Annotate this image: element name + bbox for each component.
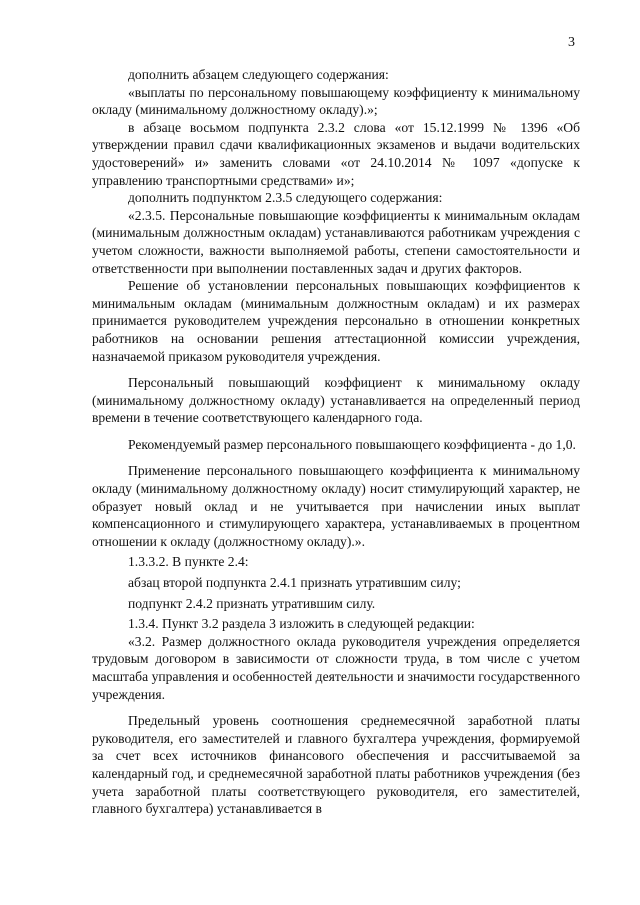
paragraph: «выплаты по персональному повышающему коэффициенту к минимальному окладу (минимальному должностному окладу).»; bbox=[92, 84, 580, 118]
page-number: 3 bbox=[568, 35, 575, 50]
paragraph: «3.2. Размер должностного оклада руководителя учреждения определяется трудовым договором в зависимости от сложности труда, в том числе с учетом масштаба управления и особенностей деятельности и значимости государственного учреждения. bbox=[92, 633, 580, 702]
paragraph: Решение об установлении персональных повышающих коэффициентов к минимальным окладам (минимальным должностным окладам) и их размерах принимается руководителем учреждения персонально в отношении конкретных работников на основании решения аттестационной комиссии учреждения, назначаемой приказом руководителя учреждения. bbox=[92, 278, 580, 364]
document-body bbox=[92, 66, 580, 818]
paragraph: «2.3.5. Персональные повышающие коэффициенты к минимальным окладам (минимальным должностным окладам) устанавливаются работникам учреждения с учетом сложности, важности выполняемой работы, степени самостоятельности и ответственности при выполнении поставленных задач и других факторов. bbox=[92, 207, 580, 276]
paragraph: подпункт 2.4.2 признать утратившим силу. bbox=[128, 595, 376, 611]
paragraph: абзац второй подпункта 2.4.1 признать утратившим силу; bbox=[128, 575, 461, 591]
paragraph: дополнить абзацем следующего содержания: bbox=[128, 67, 389, 82]
paragraph: дополнить подпунктом 2.3.5 следующего содержания: bbox=[128, 190, 443, 206]
paragraph: Рекомендуемый размер персонального повышающего коэффициента - до 1,0. bbox=[128, 436, 576, 452]
paragraph: 1.3.4. Пункт 3.2 раздела 3 изложить в следующей редакции: bbox=[128, 616, 475, 632]
paragraph: 1.3.3.2. В пункте 2.4: bbox=[128, 554, 249, 570]
paragraph: Предельный уровень соотношения среднемесячной заработной платы руководителя, его заместителей и главного бухгалтера учреждения, формируемой за счет всех источников финансового обеспечения и рассчитываемой за календарный год, и среднемесячной заработной платы работников учреждения (без учета заработной платы соответствующего руководителя, его заместителей, главного бухгалтера) устанавливается в bbox=[92, 713, 580, 817]
paragraph: Применение персонального повышающего коэффициента к минимальному окладу (минимальному должностному окладу) носит стимулирующий характер, не образует новый оклад и не учитывается при начислении иных выплат компенсационного и стимулирующего характера, устанавливаемых в процентном отношении к окладу (должностному окладу).». bbox=[92, 463, 580, 549]
paragraph: в абзаце восьмом подпункта 2.3.2 слова «от 15.12.1999 № 1396 «Об утверждении правил сдачи квалификационных экзаменов и выдачи водительских удостоверений» и» заменить словами «от 24.10.2014 № 1097 «допуске к управлению транспортными средствами» и»; bbox=[92, 119, 580, 188]
paragraph: Персональный повышающий коэффициент к минимальному окладу (минимальному должностному окладу) устанавливается на определенный период времени в течение соответствующего календарного года. bbox=[92, 375, 580, 426]
